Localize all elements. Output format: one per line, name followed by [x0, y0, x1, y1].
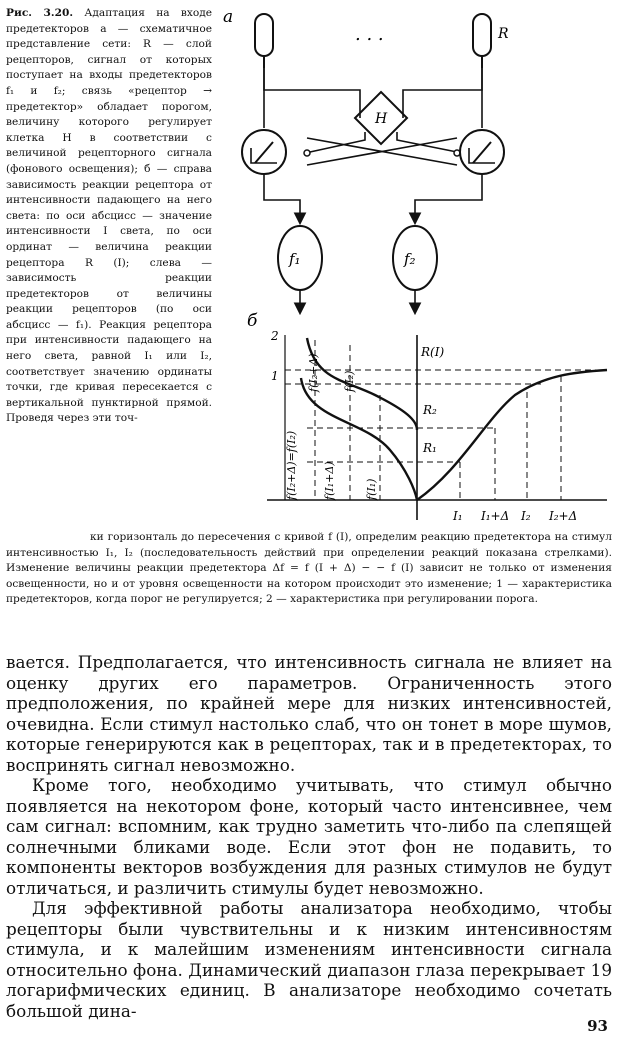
figure-caption-left [6, 6, 212, 427]
dots: . . . [355, 24, 384, 45]
receptor-left [255, 14, 273, 68]
line-right-h [403, 68, 482, 118]
ry-label: R(I) [421, 345, 445, 359]
x-i1d: I₁+Δ [481, 509, 510, 523]
panel-a-label: а [223, 7, 234, 27]
page-number: 93 [587, 1017, 608, 1035]
x-i1: I₁ [453, 509, 463, 523]
left-top-a: f(I₂+Δ) [307, 353, 320, 392]
figure-3-20 [215, 0, 615, 530]
detector-f1 [278, 226, 322, 290]
x-i2: I₂ [521, 509, 531, 523]
r2-label: R₂ [423, 403, 437, 417]
r1-label: R₁ [423, 441, 437, 455]
line-left-h [264, 68, 360, 118]
detector-f2 [393, 226, 437, 290]
curve-1 [301, 378, 417, 500]
threshold-unit-right [460, 130, 504, 174]
curve-1-label: 1 [271, 369, 279, 383]
cell-h-label: H [375, 111, 388, 127]
figure-label: Рис. 3.20. [6, 7, 74, 19]
left-low-a: f(I₁+Δ) [323, 461, 336, 500]
paragraph-3: Для эффективной работы анализатора необходимо, чтобы рецепторы были чувствительны и к низким интенсивностям стимула, и к малейшим изменениям интенсивности сигнала относительно фона. Динамический диапазон глаза перекрывает 19 логарифмических единиц. В анализаторе необходимо сочетать большой дина- [6, 898, 612, 1021]
x-i2d: I₂+Δ [549, 509, 578, 523]
caption-left-text: Адаптация на входе предетекторов а — схематичное представление сети: R — слой рецепторов, сигнал от которых поступает на входы предетекторов f₁ и f₂; связь «рецептор → предетектор» обладает порогом, величину которого регулирует клетка H в соответствии с величиной рецепторного сигнала (фонового освещения); б — справа зависимость реакции рецептора от интенсивности падающего на него света: по оси абсцисс — значение интенсивности I света, по оси ординат — величина реакции рецептора R (I); слева — зависимость реакции предетекторов от величины реакции рецепторов (по оси абсцисс — f₁). Реакция рецептора при интенсивности падающего на него света, равной I₁ или I₂, соответствует значению ординаты точки, где кривая пересекается с вертикальной пунктирной прямой. Проведя через эти точ- [6, 7, 213, 425]
body-text [6, 652, 612, 1021]
threshold-unit-left [242, 130, 286, 174]
left-top-b: f(I₂) [343, 370, 356, 392]
curve-2-label: 2 [271, 329, 279, 343]
paragraph-2: Кроме того, необходимо учитывать, что стимул обычно появляется на некотором фоне, который часто интенсивнее, чем сам сигнал: вспомним, как трудно заметить что-либо па слепящей солнечными бликами воде. Если этот фон не подавить, то компоненты векторов возбуждения для разных стимулов не будут отличаться, и различить стимулы будет невозможно. [6, 775, 612, 898]
left-low-b: f(I₁) [365, 478, 378, 500]
left-axis-a: f(I₂+Δ)=f(I₂) [285, 430, 298, 500]
caption-wide-text: ки горизонталь до пересечения с кривой f (I), определим реакцию предетектора на стимул интенсивностью I₁, I₂ (последовательность действий при определении реакций показана стрелками). Изменение величины реакции предетектора Δf = f (I + Δ) − − f (I) зависит не только от изменения освещенности, но и от уровня освещенности на котором происходит это изменение; 1 — характеристика предетекторов, когда порог не регулируется; 2 — характеристика при регулировании порога. [6, 531, 612, 606]
panel-b-label: б [247, 311, 258, 331]
receptor-right [473, 14, 491, 68]
receptor-label: R [498, 26, 509, 42]
figure-caption-wide [6, 530, 612, 608]
paragraph-1: вается. Предполагается, что интенсивность сигнала не влияет на оценку других его параметров. Ограниченность этого предположения, по крайней мере для низких интенсивностей, очевидна. Если стимул настолько слаб, что он тонет в море шумов, которые генерируются как в рецепторах, так и в предетекторах, то воспринять сигнал невозможно. [6, 652, 612, 775]
receptor-curve [417, 370, 607, 500]
f2-label: f₂ [404, 250, 416, 268]
f1-label: f₁ [289, 250, 301, 268]
